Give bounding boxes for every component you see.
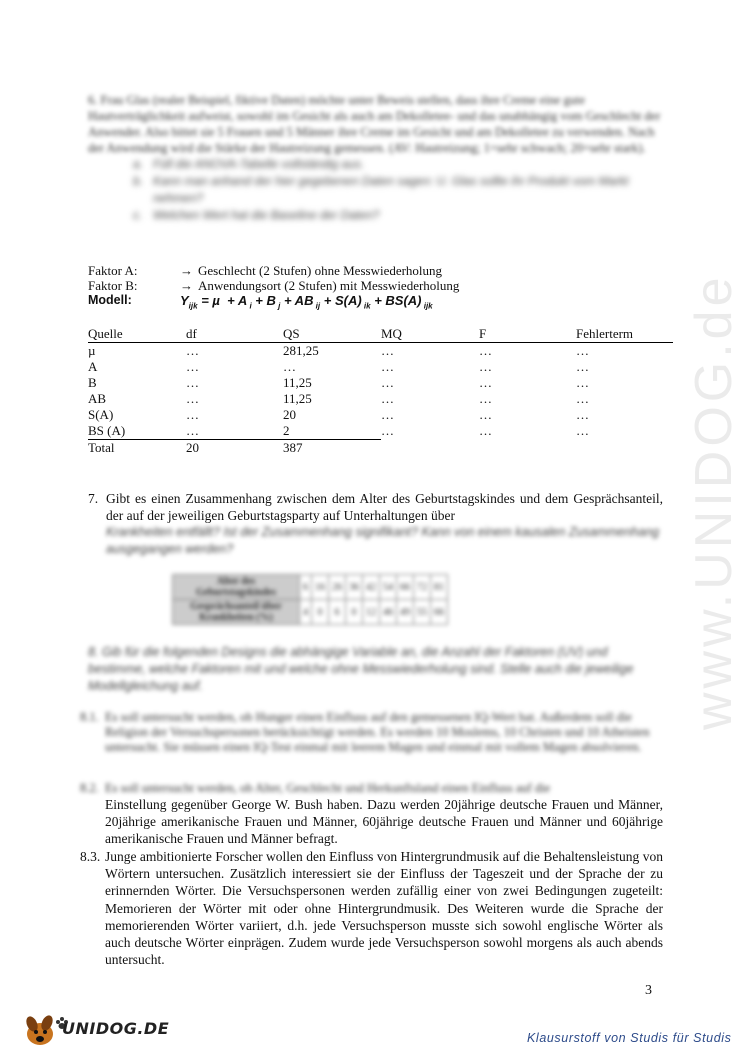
- logo-text: UNIDOG.DE: [62, 1019, 170, 1038]
- question-8-3-text: Junge ambitionierte Forscher wollen den Einfluss von Hintergrundmusik auf die Behaltensleistung von Wörtern untersuchen. Zusätzlich interessiert sie der Einfluss der Tageszeit und der Sprache der zu erinnernden Wörter. Die Versuchspersonen werden zufällig einer von zwei Bedingungen zugeteilt: Memorieren der Wörter mit oder ohne Hintergrundmusik. Des Weiteren wurde die Sprache der memorierenden Wörter variiert, d.h. jede Versuchsperson musste sich sowohl englische Wörter als auch deutsche Wörter einprägen. Zudem wurde jede Versuchsperson sowohl morgens als auch abends untersucht.: [105, 849, 663, 968]
- question-6-item-b: b. Kann man anhand der hier gegebenen Daten sagen: U. Glas sollte ihr Produkt vom Markt nehmen?: [133, 174, 629, 205]
- factors-block: [88, 263, 688, 314]
- arrow-right-icon: →: [180, 263, 193, 278]
- factor-a: Faktor A: → Geschlecht (2 Stufen) ohne Messwiederholung: [88, 263, 443, 278]
- model-equation: $Y_{ijk} = \mu + A$ $_i$ + B $_j$ + AB $_{ij}$ + S(A) $_{ik}$ + BS(A) $_{ijk}$: [180, 293, 433, 311]
- factor-b: Faktor B: → Anwendungsort (2 Stufen) mit Messwiederholung: [88, 278, 460, 293]
- watermark: www.UNIDOG.de: [685, 273, 743, 730]
- question-8-1: 8.1. Es soll untersucht werden, ob Hunger einen Einfluss auf den gemessenen IQ-Wert hat. Außerdem soll die Religion der Versuchspersonen berücksichtigt werden. Es werden 10 Moslems, 10 Christen und 10 Atheisten untersucht. Sie müssen einen IQ-Test einmal mit leerem Magen und einmal mit vollem Magen absolvieren.: [80, 710, 650, 754]
- question-8-2-first-line: 8.2. Es soll untersucht werden, ob Alter, Geschlecht und Herkunftsland einen Einfluss auf die: [80, 781, 551, 795]
- question-6: [88, 92, 668, 224]
- question-7-text: Gibt es einen Zusammenhang zwischen dem Alter des Geburtstagskindes und dem Gesprächsanteil, der auf der jeweiligen Geburtstagsparty auf Unterhaltungen über: [106, 491, 663, 523]
- age-data-table: [172, 574, 448, 625]
- model-row: Modell: $Y_{ijk} = \mu + A$ $_i$ + B $_j$ + AB $_{ij}$ + S(A) $_{ik}$ + BS(A) $_{ijk}$: [88, 293, 688, 314]
- table-row: Alter des Geburtstagskindes 6 16 26 36 42 54 66 72 81: [173, 575, 448, 600]
- question-8-3: 8.3. Junge ambitionierte Forscher wollen den Einfluss von Hintergrundmusik auf die Behaltensleistung von Wörtern untersuchen. Zusätzlich interessiert sie der Einfluss der Tageszeit und der Sprache der zu erinnernden Wörter. Die Versuchspersonen werden zufällig einer von zwei Bedingungen zugeteilt: Memorieren der Wörter mit oder ohne Hintergrundmusik. Des Weiteren wurde die Sprache der memorierenden Wörter variiert, d.h. jede Versuchsperson musste sich sowohl englische Wörter als auch deutsche Wörter einprägen. Zudem wurde jede Versuchsperson sowohl morgens als auch abends untersucht.: [80, 849, 663, 968]
- question-8-instructions: 8. Gib für die folgenden Designs die abhängige Variable an, die Anzahl der Faktoren (UV) und bestimme, welche Faktoren mit und welche ohne Messwiederholung sind. Stelle auch die jeweilige Modellgleichung auf.: [88, 645, 634, 693]
- anova-header-row: Quelle df QS MQ F Fehlerterm: [88, 326, 673, 343]
- table-row-total: Total 20 387: [88, 440, 673, 457]
- question-6-item-a: a. Füll die ANOVA-Tabelle vollständig aus.: [133, 157, 365, 171]
- page-number: 3: [645, 983, 652, 998]
- question-7: 7. Gibt es einen Zusammenhang zwischen dem Alter des Geburtstagskindes und dem Gesprächsanteil, der auf der jeweiligen Geburtstagsparty auf Unterhaltungen über: [88, 491, 663, 523]
- question-6-text: 6. Frau Glas (realer Beispiel, fiktive Daten) möchte unter Beweis stellen, dass ihre Creme eine gute Hautverträglichkeit aufweist, sowohl im Gesicht als auch am Dekolletee- und das unabhängig vom Geschlecht der Anwender. Also bittet sie 5 Frauen und 5 Männer ihre Creme im Gesicht und am Dekolletee zu verwenden. Nach der Anwendung wird die Stärke der Hautreizung gemessen. (AV: Hautreizung; 1=sehr schwach; 20=sehr stark).: [88, 93, 661, 155]
- table-row: A … … … … …: [88, 359, 589, 374]
- question-6-item-c: c. Welchen Wert hat die Baseline der Daten?: [133, 208, 380, 222]
- table-row: BS (A) … 2 … … …: [88, 423, 589, 439]
- anova-table: [88, 326, 673, 456]
- table-row: B … 11,25 … … …: [88, 375, 589, 390]
- table-row: µ … 281,25 … … …: [88, 343, 589, 358]
- table-row: Gesprächsanteil über Krankheiten (%) 4 0 6 0 12 46 49 55 66: [173, 600, 448, 625]
- question-7-continuation: Krankheiten entfällt? Ist der Zusammenhang signifikant? Kann von einem kausalen Zusammenhang ausgegangen werden?: [106, 525, 660, 556]
- question-6-subitems: [133, 156, 668, 224]
- footer-tagline: Klausurstoff von Studis für Studis: [527, 1031, 732, 1045]
- table-row: AB … 11,25 … … …: [88, 391, 589, 406]
- question-8-2-text: Einstellung gegenüber George W. Bush haben. Dazu werden 20jährige deutsche Frauen und Männer, 20jährige amerikanische Frauen und Männer, 60jährige deutsche Frauen und Männer und 60jährige amerikanische Frauen und Männer befragt.: [105, 797, 663, 846]
- table-row: S(A) … 20 … … …: [88, 407, 589, 422]
- arrow-right-icon: →: [180, 278, 193, 293]
